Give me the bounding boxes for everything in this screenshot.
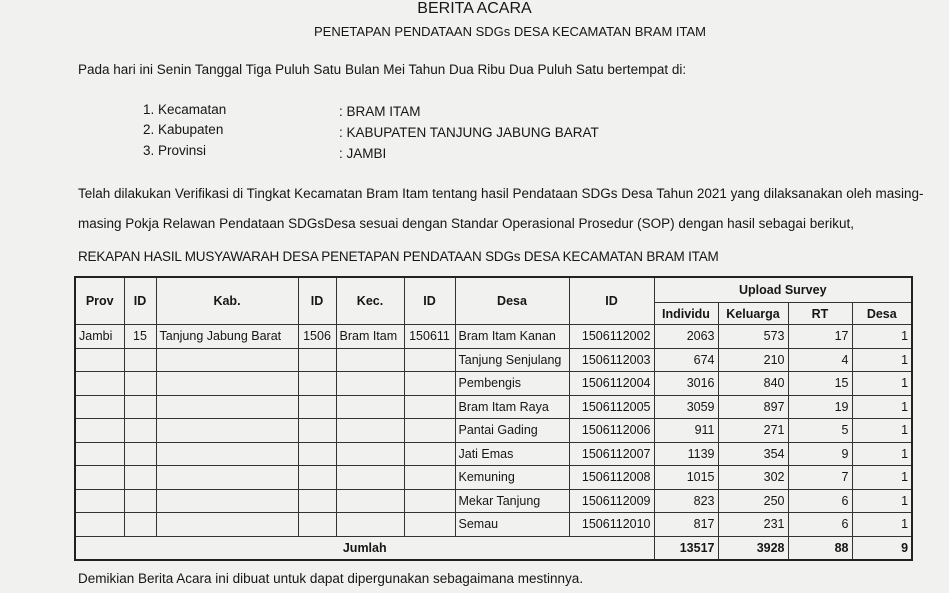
cell-desa-id: 1506112007 bbox=[569, 442, 654, 466]
cell-prov-id bbox=[124, 466, 156, 490]
cell-rt: 17 bbox=[788, 325, 852, 349]
cell-kab bbox=[156, 442, 298, 466]
cell-individu: 1139 bbox=[654, 442, 718, 466]
table-row bbox=[75, 348, 912, 372]
header-desa-id: ID bbox=[569, 277, 654, 325]
total-individu: 13517 bbox=[654, 536, 718, 560]
cell-desa-count: 1 bbox=[852, 419, 912, 443]
cell-desa: Jati Emas bbox=[455, 442, 569, 466]
header-kec: Kec. bbox=[336, 277, 404, 325]
cell-keluarga: 250 bbox=[718, 489, 788, 513]
header-desa: Desa bbox=[455, 277, 569, 325]
document-subtitle: PENETAPAN PENDATAAN SDGs DESA KECAMATAN BRAM ITAM bbox=[314, 24, 706, 39]
cell-kec: Bram Itam bbox=[336, 325, 404, 349]
cell-rt: 9 bbox=[788, 442, 852, 466]
cell-kec-id bbox=[404, 489, 455, 513]
cell-keluarga: 897 bbox=[718, 395, 788, 419]
cell-kab bbox=[156, 372, 298, 396]
table-row bbox=[75, 419, 912, 443]
cell-kab bbox=[156, 513, 298, 537]
cell-kab-id bbox=[298, 395, 336, 419]
opening-paragraph: Pada hari ini Senin Tanggal Tiga Puluh Satu Bulan Mei Tahun Dua Ribu Dua Puluh Satu bertempat di: bbox=[78, 62, 687, 77]
cell-kec-id bbox=[404, 395, 455, 419]
cell-prov: Jambi bbox=[75, 325, 124, 349]
header-kab-id: ID bbox=[298, 277, 336, 325]
cell-kec bbox=[336, 442, 404, 466]
cell-rt: 6 bbox=[788, 513, 852, 537]
total-keluarga: 3928 bbox=[718, 536, 788, 560]
table-row bbox=[75, 325, 912, 349]
cell-kec bbox=[336, 372, 404, 396]
cell-individu: 674 bbox=[654, 348, 718, 372]
cell-prov-id bbox=[124, 372, 156, 396]
cell-rt: 7 bbox=[788, 466, 852, 490]
cell-individu: 823 bbox=[654, 489, 718, 513]
header-prov: Prov bbox=[75, 277, 124, 325]
cell-desa-count: 1 bbox=[852, 489, 912, 513]
cell-kab: Tanjung Jabung Barat bbox=[156, 325, 298, 349]
total-label: Jumlah bbox=[75, 536, 654, 560]
cell-desa-count: 1 bbox=[852, 348, 912, 372]
header-keluarga: Keluarga bbox=[718, 303, 788, 325]
cell-kec-id bbox=[404, 513, 455, 537]
cell-desa-id: 1506112006 bbox=[569, 419, 654, 443]
cell-desa: Tanjung Senjulang bbox=[455, 348, 569, 372]
cell-kab-id bbox=[298, 419, 336, 443]
cell-desa: Bram Itam Raya bbox=[455, 395, 569, 419]
cell-kab-id: 1506 bbox=[298, 325, 336, 349]
cell-desa-id: 1506112008 bbox=[569, 466, 654, 490]
cell-prov bbox=[75, 466, 124, 490]
cell-kab-id bbox=[298, 372, 336, 396]
cell-prov-id bbox=[124, 513, 156, 537]
cell-individu: 817 bbox=[654, 513, 718, 537]
cell-kec-id bbox=[404, 372, 455, 396]
header-desa-count: Desa bbox=[852, 303, 912, 325]
location-label-kecamatan: 1. Kecamatan bbox=[143, 102, 227, 117]
cell-prov bbox=[75, 419, 124, 443]
cell-kec-id bbox=[404, 466, 455, 490]
cell-kab bbox=[156, 419, 298, 443]
cell-kab bbox=[156, 489, 298, 513]
cell-individu: 3016 bbox=[654, 372, 718, 396]
cell-prov bbox=[75, 348, 124, 372]
cell-desa: Pantai Gading bbox=[455, 419, 569, 443]
cell-kec bbox=[336, 489, 404, 513]
cell-individu: 911 bbox=[654, 419, 718, 443]
table-row bbox=[75, 395, 912, 419]
cell-kab bbox=[156, 466, 298, 490]
cell-prov bbox=[75, 489, 124, 513]
cell-desa-count: 1 bbox=[852, 466, 912, 490]
cell-rt: 4 bbox=[788, 348, 852, 372]
cell-prov bbox=[75, 442, 124, 466]
cell-kec bbox=[336, 395, 404, 419]
cell-rt: 19 bbox=[788, 395, 852, 419]
cell-desa-count: 1 bbox=[852, 442, 912, 466]
cell-kab-id bbox=[298, 466, 336, 490]
cell-keluarga: 271 bbox=[718, 419, 788, 443]
cell-kec bbox=[336, 348, 404, 372]
cell-kec bbox=[336, 466, 404, 490]
cell-kec-id bbox=[404, 348, 455, 372]
location-value-kecamatan: : BRAM ITAM bbox=[339, 104, 421, 119]
table-row bbox=[75, 513, 912, 537]
cell-individu: 3059 bbox=[654, 395, 718, 419]
cell-keluarga: 302 bbox=[718, 466, 788, 490]
location-value-provinsi: : JAMBI bbox=[339, 146, 387, 161]
cell-desa-count: 1 bbox=[852, 372, 912, 396]
header-kec-id: ID bbox=[404, 277, 455, 325]
cell-desa-count: 1 bbox=[852, 513, 912, 537]
table-row bbox=[75, 442, 912, 466]
recap-table bbox=[74, 276, 913, 561]
cell-desa-count: 1 bbox=[852, 395, 912, 419]
total-rt: 88 bbox=[788, 536, 852, 560]
cell-prov-id bbox=[124, 489, 156, 513]
cell-prov-id bbox=[124, 442, 156, 466]
total-desa-count: 9 bbox=[852, 536, 912, 560]
cell-prov-id: 15 bbox=[124, 325, 156, 349]
cell-kec-id: 150611 bbox=[404, 325, 455, 349]
document-title: BERITA ACARA bbox=[417, 0, 532, 17]
verification-paragraph-line2: masing Pokja Relawan Pendataan SDGsDesa sesuai dengan Standar Operasional Prosedur (SOP) dengan hasil sebagai berikut, bbox=[78, 216, 854, 231]
closing-paragraph: Demikian Berita Acara ini dibuat untuk dapat dipergunakan sebagaimana mestinnya. bbox=[78, 571, 584, 586]
cell-kab-id bbox=[298, 489, 336, 513]
cell-individu: 2063 bbox=[654, 325, 718, 349]
cell-kab-id bbox=[298, 442, 336, 466]
cell-keluarga: 231 bbox=[718, 513, 788, 537]
cell-desa-id: 1506112002 bbox=[569, 325, 654, 349]
header-prov-id: ID bbox=[124, 277, 156, 325]
location-label-provinsi: 3. Provinsi bbox=[143, 143, 207, 158]
location-value-kabupaten: : KABUPATEN TANJUNG JABUNG BARAT bbox=[339, 125, 599, 140]
cell-desa-id: 1506112010 bbox=[569, 513, 654, 537]
cell-desa-id: 1506112009 bbox=[569, 489, 654, 513]
cell-desa: Semau bbox=[455, 513, 569, 537]
cell-desa: Mekar Tanjung bbox=[455, 489, 569, 513]
header-kab: Kab. bbox=[156, 277, 298, 325]
cell-desa-id: 1506112005 bbox=[569, 395, 654, 419]
cell-keluarga: 354 bbox=[718, 442, 788, 466]
cell-individu: 1015 bbox=[654, 466, 718, 490]
cell-rt: 6 bbox=[788, 489, 852, 513]
total-row bbox=[75, 536, 912, 560]
cell-desa-count: 1 bbox=[852, 325, 912, 349]
header-upload-survey: Upload Survey bbox=[654, 277, 912, 303]
cell-kec-id bbox=[404, 442, 455, 466]
cell-kab-id bbox=[298, 348, 336, 372]
cell-desa: Kemuning bbox=[455, 466, 569, 490]
header-rt: RT bbox=[788, 303, 852, 325]
cell-keluarga: 210 bbox=[718, 348, 788, 372]
cell-prov bbox=[75, 372, 124, 396]
header-individu: Individu bbox=[654, 303, 718, 325]
cell-prov-id bbox=[124, 348, 156, 372]
cell-desa-id: 1506112004 bbox=[569, 372, 654, 396]
verification-paragraph-line1: Telah dilakukan Verifikasi di Tingkat Kecamatan Bram Itam tentang hasil Pendataan SDGs Desa Tahun 2021 yang dilaksanakan oleh masing- bbox=[78, 186, 924, 201]
cell-desa: Pembengis bbox=[455, 372, 569, 396]
cell-desa: Bram Itam Kanan bbox=[455, 325, 569, 349]
recap-title: REKAPAN HASIL MUSYAWARAH DESA PENETAPAN PENDATAAN SDGs DESA KECAMATAN BRAM ITAM bbox=[78, 249, 719, 264]
cell-prov bbox=[75, 513, 124, 537]
cell-kec bbox=[336, 513, 404, 537]
table-row bbox=[75, 466, 912, 490]
cell-kab-id bbox=[298, 513, 336, 537]
cell-kec bbox=[336, 419, 404, 443]
cell-kab bbox=[156, 348, 298, 372]
cell-prov-id bbox=[124, 395, 156, 419]
location-label-kabupaten: 2. Kabupaten bbox=[143, 122, 224, 137]
cell-keluarga: 840 bbox=[718, 372, 788, 396]
table-row bbox=[75, 372, 912, 396]
cell-prov-id bbox=[124, 419, 156, 443]
cell-prov bbox=[75, 395, 124, 419]
cell-rt: 5 bbox=[788, 419, 852, 443]
cell-kab bbox=[156, 395, 298, 419]
cell-rt: 15 bbox=[788, 372, 852, 396]
table-row bbox=[75, 489, 912, 513]
cell-keluarga: 573 bbox=[718, 325, 788, 349]
cell-desa-id: 1506112003 bbox=[569, 348, 654, 372]
cell-kec-id bbox=[404, 419, 455, 443]
